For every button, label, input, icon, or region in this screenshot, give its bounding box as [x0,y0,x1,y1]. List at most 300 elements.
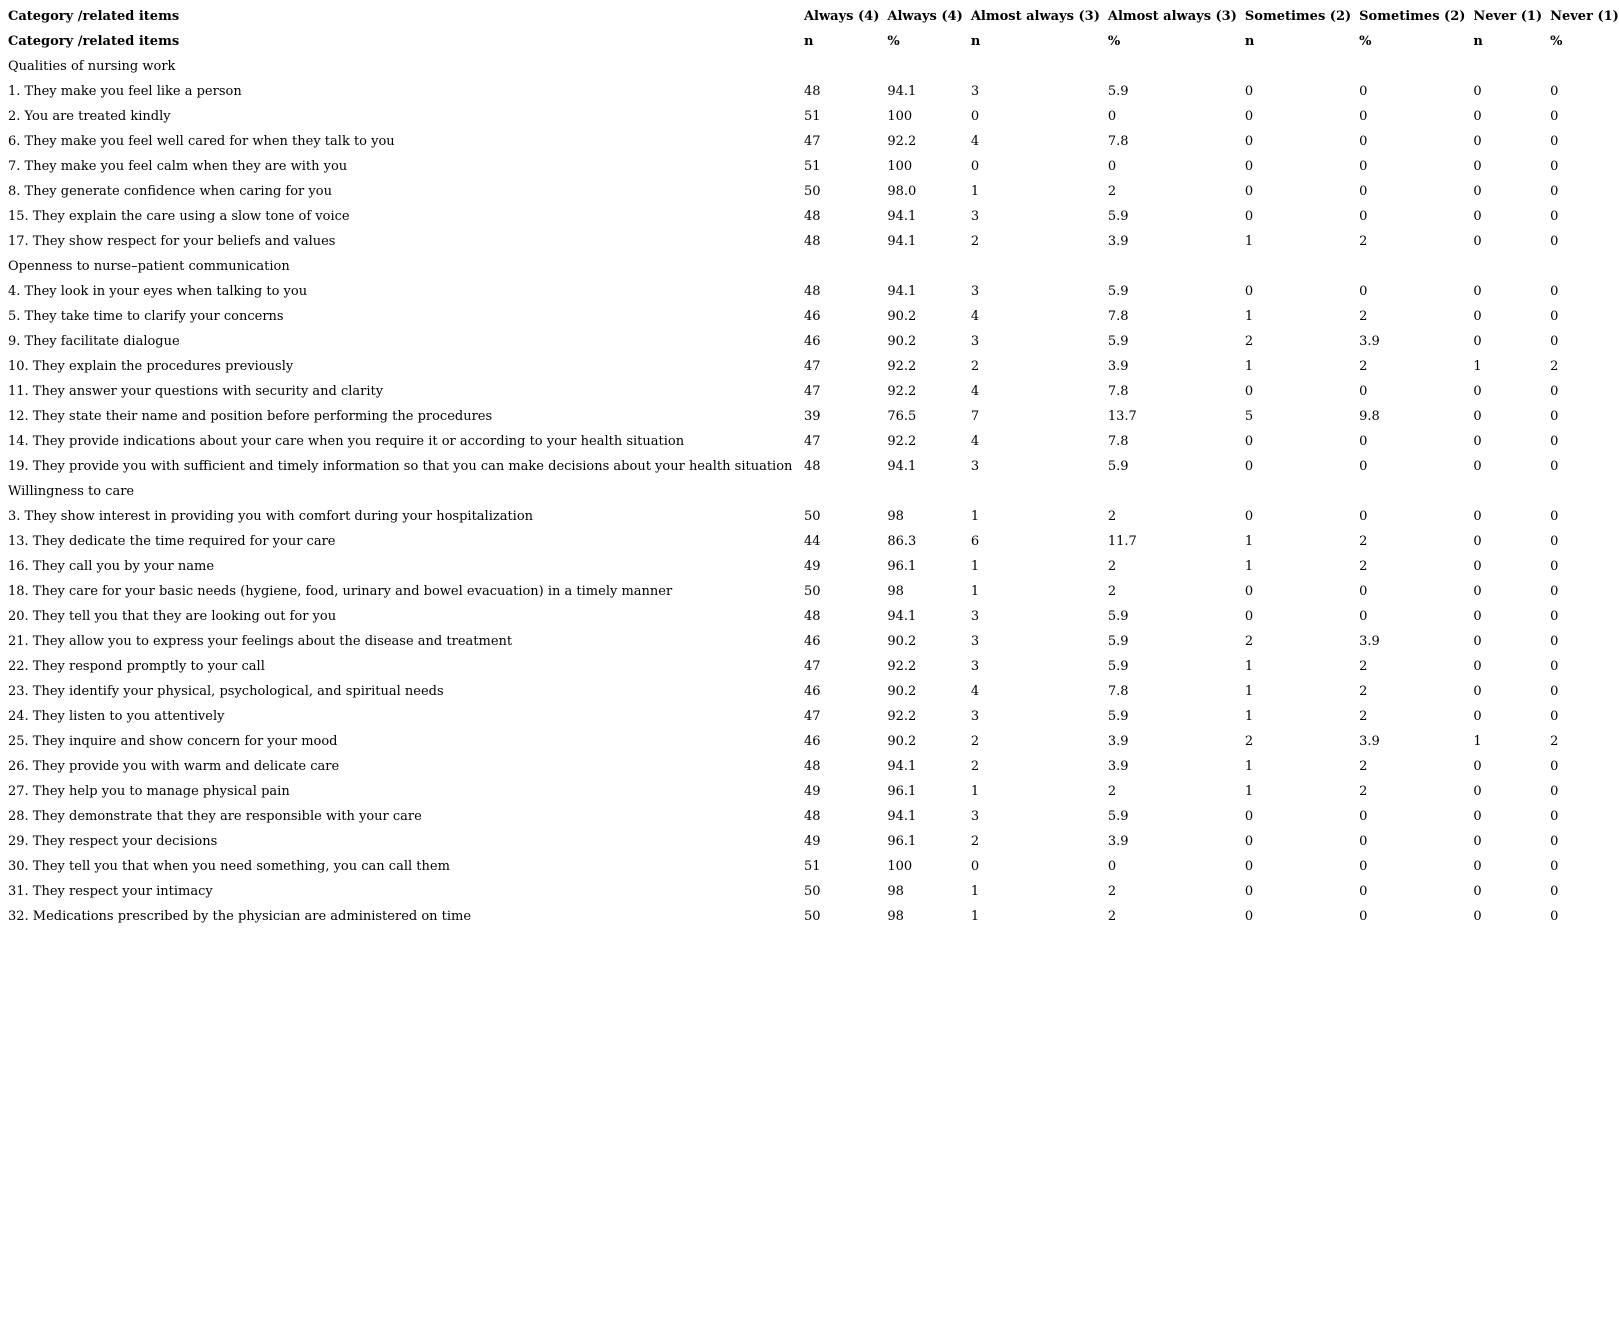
table-cell: 0 [1359,609,1368,624]
table-cell: 0 [1550,509,1559,524]
item-label: 17. They show respect for your beliefs and values [8,234,336,249]
table-cell: 0 [1359,134,1368,149]
table-cell: 5.9 [1107,634,1129,649]
table-cell: 50 [803,909,821,924]
table-cell: 1 [970,509,980,524]
item-label: 2. You are treated kindly [8,109,171,124]
item-label: 8. They generate confidence when caring for you [8,184,332,199]
table-cell: 92.2 [887,709,917,724]
column-header: Almost always (3) [970,9,1100,24]
table-cell: 0 [1244,184,1254,199]
table-cell: 50 [803,184,821,199]
category-label: Willingness to care [8,484,135,499]
table-cell: 0 [1244,834,1254,849]
item-label: 19. They provide you with sufficient and timely information so that you can make decisions about your health situation [8,459,793,474]
table-cell: 0 [1550,809,1559,824]
table-cell: 0 [1550,609,1559,624]
table-cell: 1 [970,559,980,574]
table-cell: 0 [1244,159,1254,174]
table-cell: 48 [803,459,821,474]
category-label: Openness to nurse–patient communication [8,259,290,274]
table-cell: 94.1 [887,234,917,249]
table-cell: 3.9 [1107,734,1129,749]
table-cell: 0 [1473,209,1482,224]
table-row [0,104,1619,129]
table-cell: 48 [803,209,821,224]
table-cell: 0 [1359,84,1368,99]
table-cell: 0 [1550,884,1559,899]
table-cell: 0 [1473,559,1482,574]
table-cell: 0 [1244,459,1254,474]
table-cell: 5.9 [1107,659,1129,674]
table-cell: 0 [1244,584,1254,599]
table-cell: 5.9 [1107,284,1129,299]
table-cell: 0 [1244,884,1254,899]
table-cell: 0 [1359,834,1368,849]
table-cell: 92.2 [887,384,917,399]
table-cell: 3.9 [1107,834,1129,849]
table-cell: 39 [803,409,821,424]
column-header-category: Category /related items [8,9,180,24]
table-cell: 2 [1359,309,1368,324]
table-cell: 2 [1359,359,1368,374]
item-label: 13. They dedicate the time required for your care [8,534,336,549]
table-cell: 0 [1244,509,1254,524]
table-cell: 0 [1107,159,1117,174]
table-cell: 46 [803,309,821,324]
table-cell: 94.1 [887,284,917,299]
table-cell: 76.5 [887,409,917,424]
table-cell: 0 [1473,609,1482,624]
table-cell: 94.1 [887,609,917,624]
table-cell: 48 [803,234,821,249]
table-cell: 46 [803,684,821,699]
table-cell: 49 [803,784,821,799]
column-header: % [887,34,900,49]
item-label: 16. They call you by your name [8,559,215,574]
table-cell: 47 [803,134,821,149]
table-row [0,604,1619,629]
table-cell: 7 [970,409,980,424]
table-cell: 2 [1550,359,1559,374]
table-cell: 4 [970,434,980,449]
table-cell: 1 [970,184,980,199]
table-cell: 2 [1107,584,1117,599]
table-cell: 47 [803,659,821,674]
column-header: Always (4) [803,9,880,24]
table-cell: 0 [1550,184,1559,199]
table-cell: 0 [1473,809,1482,824]
table-cell: 0 [1473,334,1482,349]
table-cell: 7.8 [1107,684,1129,699]
results-table [0,4,1619,929]
table-cell: 0 [1473,834,1482,849]
table-cell: 0 [1473,659,1482,674]
table-cell: 2 [1359,784,1368,799]
table-cell: 0 [1473,84,1482,99]
table-cell: 0 [1244,109,1254,124]
table-cell: 2 [1359,684,1368,699]
table-cell: 0 [1473,459,1482,474]
table-cell: 0 [1473,759,1482,774]
table-cell: 92.2 [887,134,917,149]
table-cell: 0 [1359,434,1368,449]
table-cell: 86.3 [887,534,917,549]
table-cell: 0 [1473,534,1482,549]
table-cell: 50 [803,884,821,899]
item-label: 18. They care for your basic needs (hygiene, food, urinary and bowel evacuation) in a timely manner [8,584,673,599]
table-cell: 0 [1473,309,1482,324]
table-cell: 3 [970,284,980,299]
table-row [0,279,1619,304]
column-header: n [803,34,814,49]
table-cell: 9.8 [1359,409,1380,424]
table-cell: 46 [803,734,821,749]
table-row [0,304,1619,329]
table-cell: 0 [1473,634,1482,649]
item-label: 23. They identify your physical, psychological, and spiritual needs [8,684,444,699]
table-cell: 2 [970,359,980,374]
table-cell: 0 [1473,909,1482,924]
category-label: Qualities of nursing work [8,59,176,74]
table-cell: 3 [970,634,980,649]
table-cell: 98 [887,884,904,899]
table-cell: 46 [803,334,821,349]
table-cell: 0 [1473,434,1482,449]
category-row [0,254,1619,279]
table-row [0,704,1619,729]
table-cell: 5.9 [1107,709,1129,724]
table-cell: 90.2 [887,734,917,749]
table-row [0,854,1619,879]
table-cell: 3.9 [1107,359,1129,374]
table-cell: 5.9 [1107,334,1129,349]
table-cell: 1 [1244,784,1254,799]
table-cell: 0 [1550,109,1559,124]
item-label: 1. They make you feel like a person [8,84,242,99]
table-cell: 3.9 [1107,759,1129,774]
table-cell: 0 [1473,284,1482,299]
table-cell: 0 [1550,759,1559,774]
table-cell: 1 [1244,309,1254,324]
column-header: Never (1) [1550,9,1619,24]
table-cell: 0 [1473,109,1482,124]
header-row-units [0,29,1619,54]
table-cell: 94.1 [887,759,917,774]
table-cell: 49 [803,559,821,574]
table-row [0,429,1619,454]
column-header: n [1244,34,1255,49]
table-cell: 3 [970,709,980,724]
table-cell: 3.9 [1359,734,1380,749]
table-cell: 2 [970,734,980,749]
table-cell: 3 [970,659,980,674]
table-row [0,579,1619,604]
table-cell: 100 [887,159,913,174]
table-cell: 7.8 [1107,309,1129,324]
table-cell: 46 [803,634,821,649]
item-label: 30. They tell you that when you need something, you can call them [8,859,450,874]
column-header: % [1550,34,1563,49]
table-cell: 44 [803,534,821,549]
column-header: Sometimes (2) [1359,9,1466,24]
item-label: 12. They state their name and position before performing the procedures [8,409,493,424]
table-cell: 4 [970,684,980,699]
table-cell: 5.9 [1107,84,1129,99]
table-cell: 48 [803,809,821,824]
item-label: 5. They take time to clarify your concerns [8,309,284,324]
column-header: % [1359,34,1372,49]
table-cell: 1 [1244,359,1254,374]
table-cell: 2 [1359,659,1368,674]
table-row [0,754,1619,779]
table-cell: 0 [1550,84,1559,99]
table-cell: 98 [887,584,904,599]
table-cell: 2 [1550,734,1559,749]
table-cell: 3 [970,334,980,349]
column-header: n [1473,34,1483,49]
column-header: Never (1) [1473,9,1543,24]
table-row [0,879,1619,904]
table-cell: 90.2 [887,634,917,649]
table-cell: 48 [803,759,821,774]
table-cell: 2 [970,759,980,774]
table-row [0,454,1619,479]
table-cell: 11.7 [1107,534,1137,549]
table-cell: 5.9 [1107,459,1129,474]
table-cell: 1 [1244,759,1254,774]
column-header: n [970,34,981,49]
table-row [0,379,1619,404]
table-cell: 5 [1244,409,1254,424]
table-cell: 51 [803,109,821,124]
table-body [0,54,1619,929]
table-cell: 0 [1244,609,1254,624]
item-label: 14. They provide indications about your care when you require it or according to your health situation [8,434,685,449]
table-cell: 0 [1550,559,1559,574]
table-cell: 94.1 [887,84,917,99]
item-label: 9. They facilitate dialogue [8,334,180,349]
table-cell: 1 [970,584,980,599]
table-cell: 3.9 [1107,234,1129,249]
category-row [0,479,1619,504]
table-cell: 0 [1473,159,1482,174]
table-cell: 1 [1244,234,1254,249]
table-cell: 0 [1473,584,1482,599]
table-cell: 5.9 [1107,809,1129,824]
table-cell: 3 [970,809,980,824]
table-row [0,804,1619,829]
item-label: 10. They explain the procedures previously [8,359,294,374]
table-header [0,4,1619,54]
table-cell: 0 [1244,209,1254,224]
item-label: 26. They provide you with warm and delicate care [8,759,340,774]
table-cell: 0 [1244,859,1254,874]
table-cell: 0 [1550,309,1559,324]
table-row [0,229,1619,254]
table-cell: 2 [1359,234,1368,249]
table-cell: 96.1 [887,784,917,799]
table-cell: 47 [803,434,821,449]
table-cell: 0 [1107,109,1117,124]
item-label: 15. They explain the care using a slow tone of voice [8,209,350,224]
table-cell: 0 [1244,84,1254,99]
table-cell: 3.9 [1359,634,1380,649]
table-cell: 1 [1244,709,1254,724]
column-header: Sometimes (2) [1244,9,1352,24]
table-cell: 0 [1550,659,1559,674]
table-cell: 47 [803,359,821,374]
table-cell: 50 [803,509,821,524]
table-cell: 0 [1244,134,1254,149]
table-cell: 1 [1244,684,1254,699]
table-cell: 0 [1244,909,1254,924]
table-cell: 92.2 [887,359,917,374]
table-row [0,554,1619,579]
table-cell: 0 [1473,684,1482,699]
table-cell: 4 [970,309,980,324]
table-cell: 1 [1244,659,1254,674]
table-cell: 0 [1473,184,1482,199]
table-cell: 0 [1550,284,1559,299]
table-row [0,354,1619,379]
category-row [0,54,1619,79]
table-cell: 7.8 [1107,384,1129,399]
table-cell: 2 [1359,709,1368,724]
table-cell: 2 [1107,509,1117,524]
item-label: 32. Medications prescribed by the physician are administered on time [8,909,472,924]
table-cell: 96.1 [887,834,917,849]
table-cell: 90.2 [887,334,917,349]
table-cell: 100 [887,109,913,124]
table-cell: 94.1 [887,209,917,224]
item-label: 6. They make you feel well cared for when they talk to you [8,134,395,149]
table-cell: 0 [1359,809,1368,824]
table-cell: 49 [803,834,821,849]
column-header: Almost always (3) [1107,9,1237,24]
column-header-category: Category /related items [8,34,180,49]
table-row [0,829,1619,854]
item-label: 25. They inquire and show concern for your mood [8,734,338,749]
table-cell: 2 [1244,334,1254,349]
table-cell: 0 [1359,909,1368,924]
table-row [0,179,1619,204]
table-cell: 90.2 [887,684,917,699]
table-cell: 2 [970,234,980,249]
table-cell: 50 [803,584,821,599]
table-row [0,129,1619,154]
table-cell: 2 [1107,884,1117,899]
table-cell: 5.9 [1107,209,1129,224]
table-cell: 0 [1550,434,1559,449]
table-cell: 98 [887,509,904,524]
table-cell: 3 [970,609,980,624]
table-cell: 47 [803,384,821,399]
table-cell: 0 [1244,284,1254,299]
header-row-response [0,4,1619,29]
table-cell: 92.2 [887,659,917,674]
item-label: 21. They allow you to express your feelings about the disease and treatment [8,634,513,649]
table-cell: 1 [970,784,980,799]
item-label: 11. They answer your questions with security and clarity [8,384,384,399]
table-row [0,529,1619,554]
table-cell: 94.1 [887,809,917,824]
table-cell: 0 [1550,459,1559,474]
table-cell: 6 [970,534,980,549]
table-cell: 0 [1359,384,1368,399]
table-cell: 13.7 [1107,409,1137,424]
table-cell: 3 [970,84,980,99]
table-row [0,204,1619,229]
table-cell: 0 [1473,509,1482,524]
table-cell: 3 [970,209,980,224]
table-cell: 7.8 [1107,134,1129,149]
table-cell: 1 [1244,559,1254,574]
table-cell: 2 [1244,734,1254,749]
table-cell: 0 [1550,584,1559,599]
column-header: % [1107,34,1121,49]
table-cell: 51 [803,159,821,174]
table-cell: 48 [803,84,821,99]
table-cell: 0 [1550,384,1559,399]
table-cell: 0 [970,109,980,124]
table-cell: 100 [887,859,913,874]
table-cell: 48 [803,284,821,299]
table-cell: 2 [1359,534,1368,549]
table-cell: 1 [1473,359,1482,374]
table-cell: 0 [1359,509,1368,524]
item-label: 27. They help you to manage physical pain [8,784,290,799]
table-cell: 0 [1550,909,1559,924]
table-cell: 0 [1550,409,1559,424]
table-cell: 96.1 [887,559,917,574]
table-cell: 0 [1359,459,1368,474]
table-cell: 0 [1473,784,1482,799]
table-cell: 2 [1107,909,1117,924]
item-label: 22. They respond promptly to your call [8,659,265,674]
table-cell: 0 [1359,284,1368,299]
table-cell: 94.1 [887,459,917,474]
table-cell: 0 [970,859,980,874]
table-cell: 0 [1107,859,1117,874]
table-cell: 0 [1473,134,1482,149]
table-cell: 3.9 [1359,334,1380,349]
table-cell: 0 [1550,234,1559,249]
table-cell: 0 [1473,709,1482,724]
table-cell: 0 [1359,209,1368,224]
table-cell: 4 [970,134,980,149]
table-cell: 0 [1473,409,1482,424]
table-cell: 2 [1359,559,1368,574]
table-cell: 92.2 [887,434,917,449]
table-cell: 2 [1359,759,1368,774]
table-cell: 4 [970,384,980,399]
table-cell: 0 [1473,859,1482,874]
table-cell: 2 [1244,634,1254,649]
table-cell: 0 [1244,809,1254,824]
table-cell: 1 [1244,534,1254,549]
table-cell: 2 [1107,184,1117,199]
table-row [0,404,1619,429]
table-row [0,154,1619,179]
table-row [0,79,1619,104]
item-label: 31. They respect your intimacy [8,884,213,899]
table-cell: 51 [803,859,821,874]
table-cell: 2 [970,834,980,849]
table-cell: 1 [970,884,980,899]
table-cell: 0 [970,159,980,174]
item-label: 29. They respect your decisions [8,834,218,849]
